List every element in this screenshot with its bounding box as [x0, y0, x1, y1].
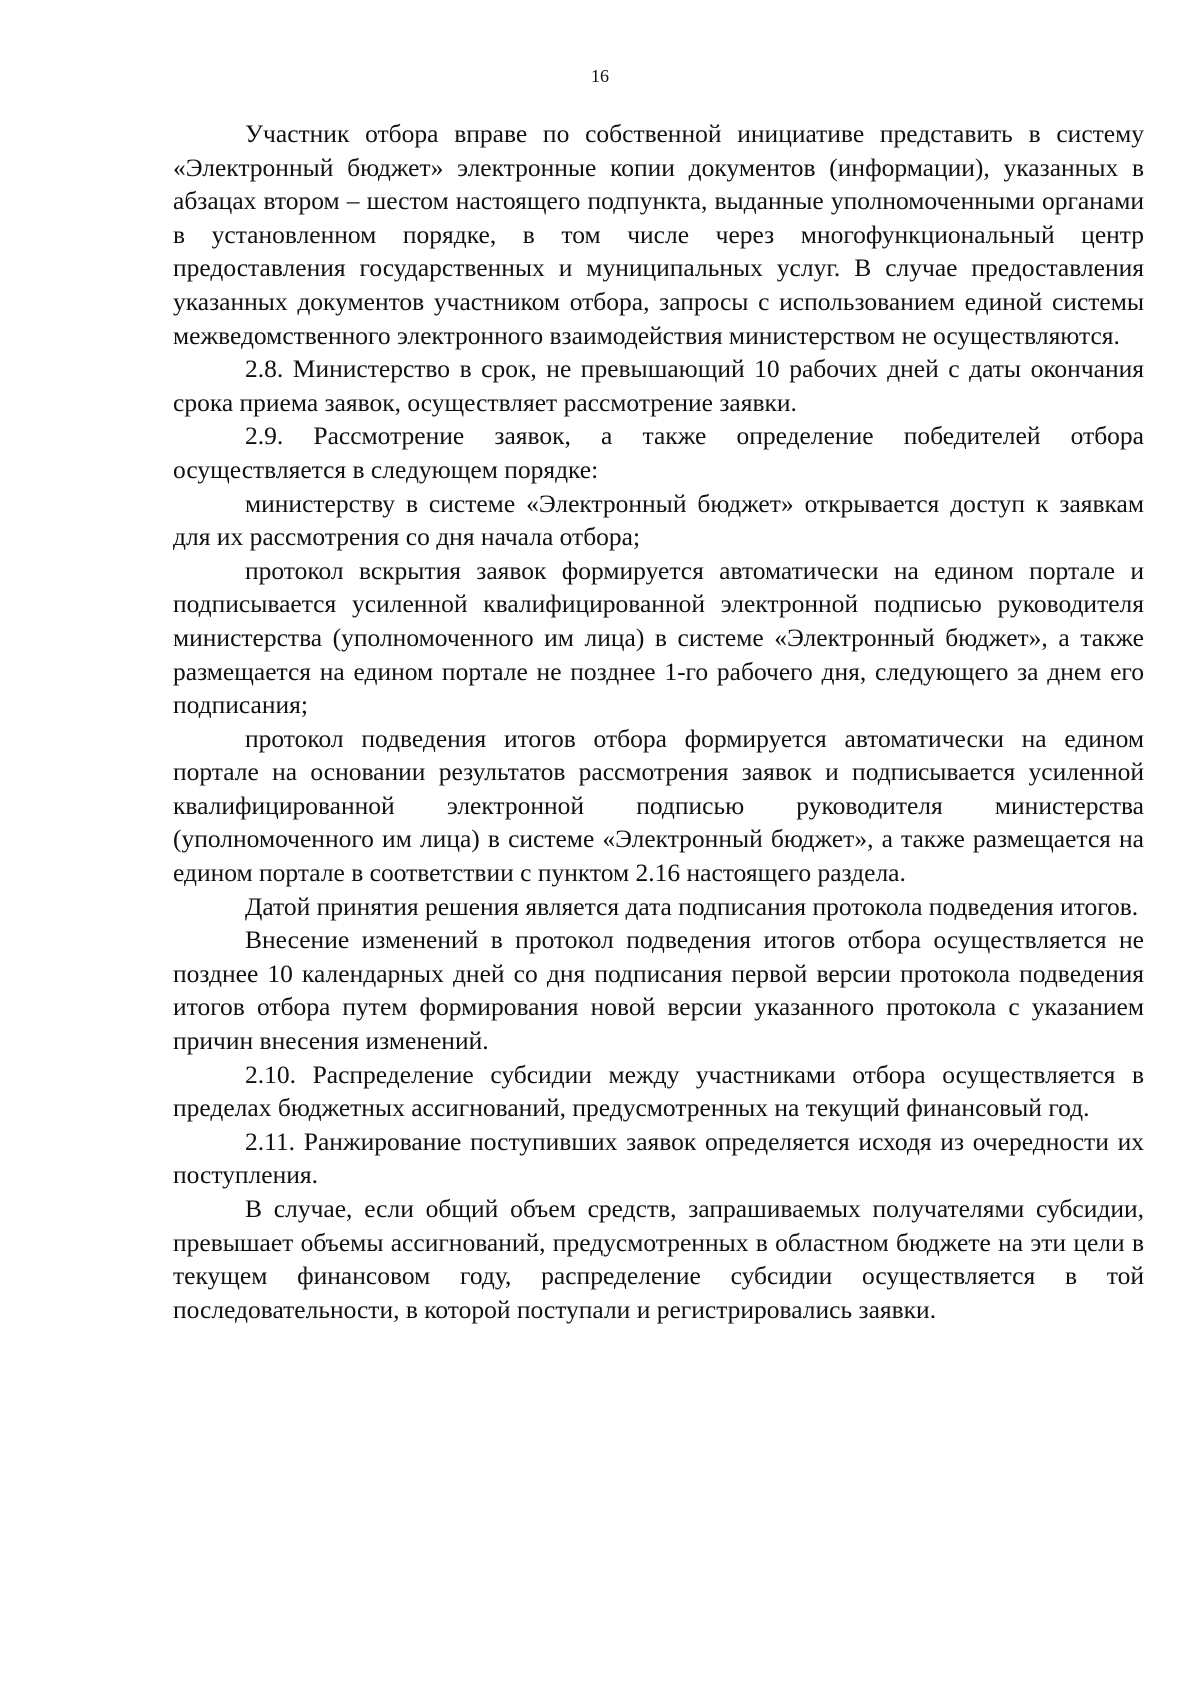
paragraph-2-11: 2.11. Ранжирование поступивших заявок определяется исходя из очередности их поступления.: [173, 1126, 1144, 1190]
paragraph-2-9: 2.9. Рассмотрение заявок, а также определение победителей отбора осуществляется в следующем порядке:: [173, 421, 1144, 484]
paragraph-access-to-applications: министерству в системе «Электронный бюджет» открывается доступ к заявкам для их рассмотрения со дня начала отбора;: [173, 488, 1144, 552]
paragraph-2-10: 2.10. Распределение субсидии между участниками отбора осуществляется в пределах бюджетных ассигнований, предусмотренных на текущий финансовый год.: [173, 1059, 1144, 1123]
paragraph-opening-protocol: протокол вскрытия заявок формируется автоматически на едином портале и подписывается усиленной квалифицированной электронной подписью руководителя министерства (уполномоченного им лица) в системе «Электронный бюджет», а также размещается на едином портале не позднее 1-го рабочего дня, следующего за днем его подписания;: [173, 555, 1144, 720]
paragraph-decision-date: Датой принятия решения является дата подписания протокола подведения итогов.: [245, 891, 1139, 921]
page-number: 16: [591, 66, 609, 86]
paragraph-distribution-order: В случае, если общий объем средств, запрашиваемых получателями субсидии, превышает объемы ассигнований, предусмотренных в областном бюджете на эти цели в текущем финансовом году, распределение субсидии осуществляется в той последовательности, в которой поступали и регистрировались заявки.: [173, 1194, 1144, 1324]
paragraph-participant-documents: Участник отбора вправе по собственной инициативе представить в систему «Электронный бюджет» электронные копии документов (информации), указанных в абзацах втором – шестом настоящего подпункта, выданные уполномоченными органами в установленном порядке, в том числе через многофункциональный центр предоставления государственных и муниципальных услуг. В случае предоставления указанных документов участником отбора, запросы с использованием единой системы межведомственного электронного взаимодействия министерством не осуществляются.: [173, 119, 1144, 350]
paragraph-results-protocol: протокол подведения итогов отбора формируется автоматически на едином портале на основании результатов рассмотрения заявок и подписывается усиленной квалифицированной электронной подписью руководителя министерства (уполномоченного им лица) в системе «Электронный бюджет», а также размещается на едином портале в соответствии с пунктом 2.16 настоящего раздела.: [173, 723, 1144, 888]
document-body: [173, 117, 1144, 1326]
paragraph-2-8: 2.8. Министерство в срок, не превышающий 10 рабочих дней с даты окончания срока приема заявок, осуществляет рассмотрение заявки.: [173, 354, 1144, 417]
paragraph-protocol-changes: Внесение изменений в протокол подведения итогов отбора осуществляется не позднее 10 календарных дней со дня подписания первой версии протокола подведения итогов отбора путем формирования новой версии указанного протокола с указанием причин внесения изменений.: [173, 925, 1144, 1056]
